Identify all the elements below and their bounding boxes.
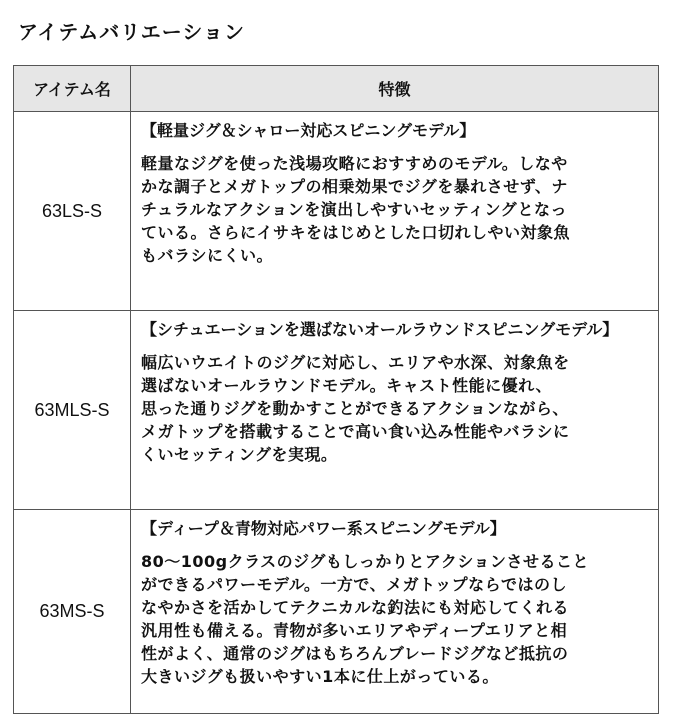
description-line: 思った通りジグを動かすことができるアクションながら、 <box>141 399 569 418</box>
description-line: 汎用性も備える。青物が多いエリアやディープエリアと相 <box>141 621 568 640</box>
description-line: 性がよく、通常のジグはもちろんブレードジグなど抵抗の <box>141 644 569 663</box>
description-line: メガトップを搭載することで高い食い込み性能やバラシに <box>141 422 570 441</box>
table-row <box>14 510 659 714</box>
feature-description <box>141 351 650 466</box>
header-features: 特徴 <box>131 66 659 112</box>
description-line: 軽量なジグを使った浅場攻略におすすめのモデル。しなや <box>141 154 568 173</box>
table-row <box>14 112 659 311</box>
description-line: 幅広いウエイトのジグに対応し、エリアや水深、対象魚を <box>141 353 570 372</box>
feature-cell <box>131 112 659 311</box>
description-line: 大きいジグも扱いやすい1本に仕上がっている。 <box>141 667 499 686</box>
feature-cell <box>131 311 659 510</box>
model-name-cell: 63MS-S <box>14 510 131 714</box>
table-row <box>14 311 659 510</box>
description-line: ている。さらにイサキをはじめとした口切れしやい対象魚 <box>141 223 571 242</box>
description-line: 80〜100gクラスのジグもしっかりとアクションさせること <box>141 552 590 571</box>
description-line: 選ばないオールラウンドモデル。キャスト性能に優れ、 <box>141 376 553 395</box>
description-line: なやかさを活かしてテクニカルな釣法にも対応してくれる <box>141 598 570 617</box>
model-name-cell: 63MLS-S <box>14 311 131 510</box>
page-title: アイテムバリエーション <box>18 20 245 44</box>
feature-heading: 【シチュエーションを選ばないオールラウンドスピニングモデル】 <box>141 320 619 339</box>
table-header-row <box>14 66 659 112</box>
description-line: もバラシにくい。 <box>141 246 274 265</box>
feature-description <box>141 550 650 688</box>
header-item-name: アイテム名 <box>14 66 131 112</box>
item-variation-table <box>13 65 659 714</box>
feature-cell <box>131 510 659 714</box>
description-line: チュラルなアクションを演出しやすいセッティングとなっ <box>141 200 567 219</box>
description-line: ができるパワーモデル。一方で、メガトップならではのし <box>141 575 567 594</box>
description-line: くいセッティングを実現。 <box>141 445 338 464</box>
description-line: かな調子とメガトップの相乗効果でジグを暴れさせず、ナ <box>141 177 568 196</box>
feature-heading: 【ディープ＆青物対応パワー系スピニングモデル】 <box>141 519 506 538</box>
model-name-cell: 63LS-S <box>14 112 131 311</box>
feature-heading: 【軽量ジグ＆シャロー対応スピニングモデル】 <box>141 121 476 140</box>
feature-description <box>141 152 650 267</box>
